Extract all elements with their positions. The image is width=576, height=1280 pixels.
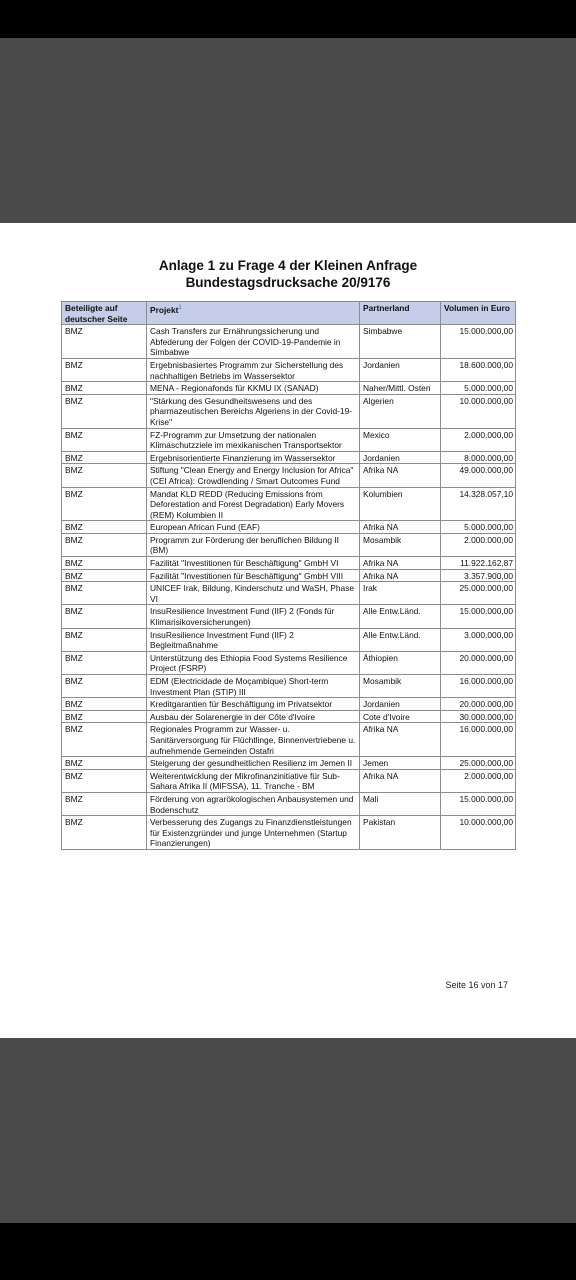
cell-beteiligte: BMZ [62,582,147,605]
cell-projekt: EDM (Electricidade de Moçambique) Short-term Investment Plan (STIP) III [147,675,360,698]
cell-partnerland: Afrika NA [360,557,441,570]
cell-volumen: 5.000.000,00 [441,382,516,395]
cell-partnerland: Mosambik [360,675,441,698]
cell-partnerland: Mosambik [360,533,441,556]
cell-partnerland: Afrika NA [360,569,441,582]
cell-projekt: Programm zur Förderung der beruflichen Bildung II (BM) [147,533,360,556]
cell-beteiligte: BMZ [62,394,147,428]
cell-beteiligte: BMZ [62,487,147,521]
table-row [62,723,516,757]
title-line-2: Bundestagsdrucksache 20/9176 [185,275,391,290]
cell-projekt: InsuResilience Investment Fund (IIF) 2 (Fonds für Klimarisikoversicherungen) [147,605,360,628]
table-row [62,792,516,815]
cell-projekt: Steigerung der gesundheitlichen Resilienz im Jemen II [147,757,360,770]
cell-beteiligte: BMZ [62,533,147,556]
table-body [62,325,516,850]
table-row [62,533,516,556]
cell-volumen: 15.000.000,00 [441,325,516,359]
cell-partnerland: Simbabwe [360,325,441,359]
cell-volumen: 3.357.900,00 [441,569,516,582]
cell-projekt: Mandat KLD REDD (Reducing Emissions from Deforestation and Forest Degradation) Early Movers (REM) Kolumbien II [147,487,360,521]
cell-projekt: Cash Transfers zur Ernährungssicherung und Abfederung der Folgen der COVID-19-Pandemie in Simbabwe [147,325,360,359]
table-row [62,582,516,605]
cell-projekt: Stiftung "Clean Energy and Energy Inclusion for Africa" (CEI Africa): Crowdlending / Smart Outcomes Fund [147,464,360,487]
cell-partnerland: Afrika NA [360,723,441,757]
cell-volumen: 20.000.000,00 [441,698,516,711]
cell-beteiligte: BMZ [62,428,147,451]
cell-partnerland: Alle Entw.Länd. [360,628,441,651]
cell-partnerland: Afrika NA [360,464,441,487]
cell-partnerland: Alle Entw.Länd. [360,605,441,628]
viewer-background-top [0,38,576,223]
table-row [62,710,516,723]
cell-projekt: MENA - Regionafonds für KKMU IX (SANAD) [147,382,360,395]
page-number: Seite 16 von 17 [445,980,508,990]
cell-beteiligte: BMZ [62,464,147,487]
cell-projekt: "Stärkung des Gesundheitswesens und des pharmazeutischen Bereichs Algeriens in der Covid-19-Krise" [147,394,360,428]
cell-partnerland: Jemen [360,757,441,770]
cell-beteiligte: BMZ [62,557,147,570]
table-row [62,628,516,651]
header-projekt [147,302,360,325]
table-row [62,675,516,698]
cell-volumen: 10.000.000,00 [441,394,516,428]
cell-volumen: 10.000.000,00 [441,816,516,850]
viewer-background-bottom [0,1038,576,1223]
table-row [62,569,516,582]
table-row [62,605,516,628]
cell-volumen: 3.000.000,00 [441,628,516,651]
table-row [62,651,516,674]
header-partnerland: Partnerland [360,302,441,325]
cell-projekt: Ergebnisbasiertes Programm zur Sicherstellung des nachhaltigen Betriebs im Wassersektor [147,358,360,381]
cell-beteiligte: BMZ [62,698,147,711]
table-row [62,428,516,451]
table-row [62,769,516,792]
table-row [62,816,516,850]
cell-partnerland: Afrika NA [360,521,441,534]
table-row [62,325,516,359]
cell-volumen: 15.000.000,00 [441,792,516,815]
cell-partnerland: Mali [360,792,441,815]
cell-partnerland: Kolumbien [360,487,441,521]
cell-beteiligte: BMZ [62,358,147,381]
document-title [0,257,576,291]
cell-volumen: 25.000.000,00 [441,582,516,605]
table-row [62,757,516,770]
footnote-link[interactable]: 1 [178,305,182,311]
cell-volumen: 11.922.162,87 [441,557,516,570]
cell-partnerland: Jordanien [360,698,441,711]
project-table [61,301,516,850]
cell-projekt: Ausbau der Solarenergie in der Côte d'Ivoire [147,710,360,723]
cell-projekt: Kreditgarantien für Beschäftigung im Privatsektor [147,698,360,711]
cell-beteiligte: BMZ [62,792,147,815]
cell-volumen: 30.000.000,00 [441,710,516,723]
cell-beteiligte: BMZ [62,710,147,723]
table-row [62,358,516,381]
cell-projekt: Verbesserung des Zugangs zu Finanzdienstleistungen für Existenzgründer und junge Unternehmen (Startup Finanzierungen) [147,816,360,850]
cell-volumen: 49.000.000,00 [441,464,516,487]
cell-volumen: 5.000.000,00 [441,521,516,534]
navigation-bar [0,1223,576,1280]
table-row [62,698,516,711]
cell-partnerland: Afrika NA [360,769,441,792]
cell-projekt: UNICEF Irak, Bildung, Kinderschutz und WaSH, Phase VI [147,582,360,605]
cell-volumen: 15.000.000,00 [441,605,516,628]
cell-volumen: 2.000.000,00 [441,533,516,556]
cell-partnerland: Äthiopien [360,651,441,674]
cell-beteiligte: BMZ [62,382,147,395]
cell-beteiligte: BMZ [62,757,147,770]
document-page[interactable] [0,223,576,1038]
cell-projekt: Ergebnisorientierte Finanzierung im Wassersektor [147,451,360,464]
header-volumen: Volumen in Euro [441,302,516,325]
title-line-1: Anlage 1 zu Frage 4 der Kleinen Anfrage [158,258,418,273]
cell-beteiligte: BMZ [62,628,147,651]
table-row [62,394,516,428]
cell-volumen: 20.000.000,00 [441,651,516,674]
cell-volumen: 14.328.057,10 [441,487,516,521]
cell-partnerland: Jordanien [360,451,441,464]
cell-partnerland: Naher/Mittl. Osten [360,382,441,395]
cell-projekt: InsuResilience Investment Fund (IIF) 2 Begleitmaßnahme [147,628,360,651]
cell-beteiligte: BMZ [62,451,147,464]
cell-projekt: Unterstützung des Ethiopia Food Systems Resilience Project (FSRP) [147,651,360,674]
cell-projekt: Fazilität "Investitionen für Beschäftigung" GmbH VIII [147,569,360,582]
table-row [62,521,516,534]
cell-partnerland: Algerien [360,394,441,428]
cell-beteiligte: BMZ [62,675,147,698]
cell-partnerland: Pakistan [360,816,441,850]
table-header-row [62,302,516,325]
cell-projekt: Förderung von agrarökologischen Anbausystemen und Bodenschutz [147,792,360,815]
cell-volumen: 2.000.000,00 [441,769,516,792]
table-row [62,451,516,464]
table-row [62,557,516,570]
cell-projekt: Fazilität "Investitionen für Beschäftigung" GmbH VI [147,557,360,570]
cell-partnerland: Irak [360,582,441,605]
header-projekt-label: Projekt [150,304,179,315]
status-bar [0,0,576,38]
cell-projekt: FZ-Programm zur Umsetzung der nationalen Klimaschutzziele im mexikanischen Transportsektor [147,428,360,451]
cell-beteiligte: BMZ [62,723,147,757]
table-row [62,487,516,521]
table-row [62,382,516,395]
cell-partnerland: Mexico [360,428,441,451]
cell-volumen: 18.600.000,00 [441,358,516,381]
cell-partnerland: Cote d'Ivoire [360,710,441,723]
cell-volumen: 16.000.000,00 [441,675,516,698]
cell-projekt: European African Fund (EAF) [147,521,360,534]
cell-projekt: Regionales Programm zur Wasser- u. Sanitärversorgung für Flüchtlinge, Binnenvertriebene u. aufnehmende Gemeinden Ostafri [147,723,360,757]
cell-volumen: 2.000.000,00 [441,428,516,451]
cell-beteiligte: BMZ [62,325,147,359]
cell-volumen: 8.000.000,00 [441,451,516,464]
cell-beteiligte: BMZ [62,605,147,628]
cell-beteiligte: BMZ [62,769,147,792]
header-beteiligte: Beteiligte auf deutscher Seite [62,302,147,325]
cell-volumen: 16.000.000,00 [441,723,516,757]
cell-volumen: 25.000.000,00 [441,757,516,770]
cell-beteiligte: BMZ [62,651,147,674]
cell-beteiligte: BMZ [62,521,147,534]
cell-partnerland: Jordanien [360,358,441,381]
cell-beteiligte: BMZ [62,816,147,850]
cell-beteiligte: BMZ [62,569,147,582]
cell-projekt: Weiterentwicklung der Mikrofinanzinitiative für Sub-Sahara Afrika II (MIFSSA), 11. Tranche - BM [147,769,360,792]
table-row [62,464,516,487]
